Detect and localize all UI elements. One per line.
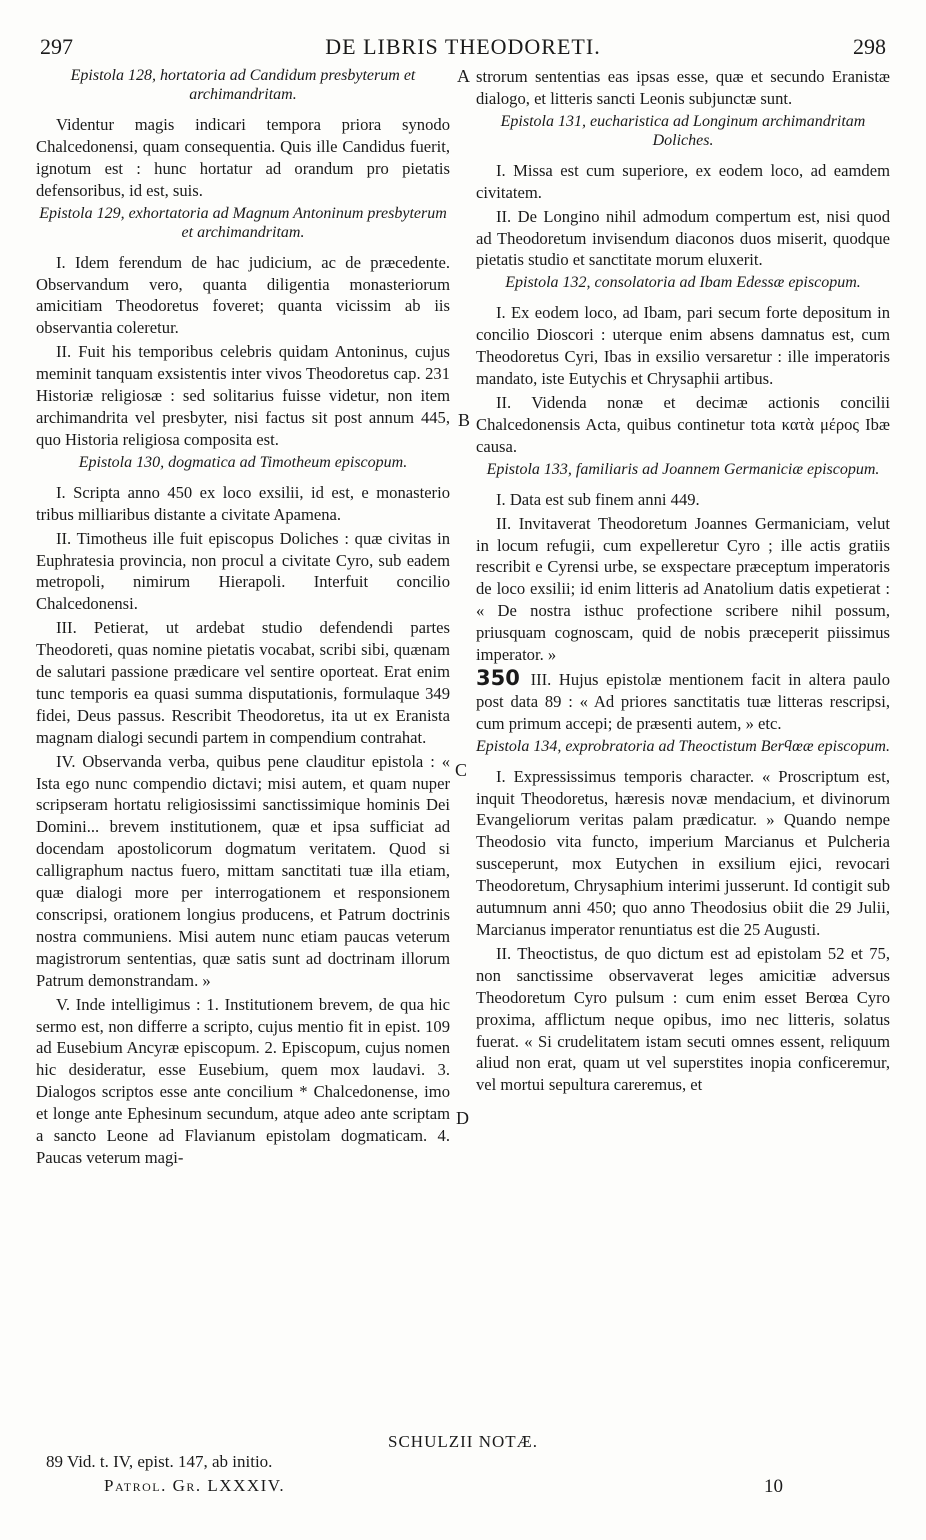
- page-number-left: 297: [40, 34, 73, 59]
- paragraph: II. Invitaverat Theodoretum Joannes Germaniciam, velut in locum refugii, cum expelleretur Cyro ; ille actis gratiis rescribit e Cyrensi urbe, se exspectare præceptum imperatoris de loco exsilii; id enim litteris ad Anatolium datis expetierat : « De nostra isthuc profectione scribere nihil possum, priusquam cognoscam, quid de nobis præceperit piissimus imperator. »: [476, 513, 890, 665]
- paragraph: I. Missa est cum superiore, ex eodem loco, ad eamdem civitatem.: [476, 160, 890, 202]
- paragraph-continuation: strorum sententias eas ipsas esse, quæ et secundo Eranistæ dialogo, et litteris sancti Leonis subjunctæ sunt.: [476, 67, 890, 108]
- epistle-heading: Epistola 134, exprobratoria ad Theoctistum Berϥœæ episcopum.: [476, 737, 890, 755]
- epistle-heading: Epistola 128, hortatoria ad Candidum presbyterum et archimandritam.: [70, 67, 416, 103]
- margin-letter-d: D: [456, 1108, 469, 1128]
- paragraph: [476, 665, 890, 735]
- page-header: [40, 34, 886, 64]
- paragraph: V. Inde intelligimus : 1. Institutionem brevem, de qua hic sermo est, non differre a scripto, cujus mentio fit in epist. 109 ad Eusebium Ancyræ episcopum. 2. Episcopum, cujus nomen hic desideratur, esse Eusebium, quem mox laudavi. 3. Dialogos scriptos esse ante concilium * Chalcedonense, imo et longe ante Ephesinum secundum, atque adeo ante scriptam a sancto Leone ad Flavianum epistolam dogmaticam. 4. Paucas veterum magi-: [36, 994, 450, 1167]
- epistle-heading: Epistola 132, consolatoria ad Ibam Edessæ episcopum.: [505, 274, 861, 292]
- margin-letter-a: A: [457, 66, 470, 86]
- margin-letter-b: B: [458, 410, 471, 430]
- paragraph-text: III. Hujus epistolæ mentionem facit in altera paulo post data 89 : « Ad priores sanctitatis tuæ litteras rescripsi, cum primum accepi; de præsenti autem, » etc.: [476, 669, 890, 733]
- notes-title: SCHULZII NOTÆ.: [388, 1432, 538, 1451]
- margin-letter-c: C: [455, 760, 468, 780]
- paragraph: II. Fuit his temporibus celebris quidam Antoninus, cujus meminit tanquam exsistentis inter vivos Theodoretus cap. 231 Historiæ religiosæ : sed solitarius fuisse videtur, non item archimandrita vel presbyter, nisi factus sit post annum 445, quo Historia religiosa composita est.: [36, 342, 450, 449]
- paragraph: II. De Longino nihil admodum compertum est, nisi quod ad Theodoretum invisendum diaconos duos miserit, quodque pietatis studio et sanctitate morum eluxerit.: [476, 206, 890, 270]
- left-column: [36, 66, 450, 1171]
- patrology-reference: Patrol. Gr. LXXXIV.: [104, 1476, 286, 1495]
- paragraph: II. Theoctistus, de quo dictum est ad epistolam 52 et 75, non sanctissime observaverat leges amicitiæ adversus Theodoretum Cyro pulsum : cum enim esset Berœa Cyro proxima, afflictum neque opibus, imo nec litteris, solatus fuerat. « Si crudelitatem istam secuti omnes essent, reliquum aliud non erat, quam ut vel superstites inopia conficeremur, vel mortui sepultura careremus, et: [476, 943, 890, 1095]
- paragraph: I. Idem ferendum de hac judicium, ac de præcedente. Observandum vero, quanta diligentia monasteriorum amicitiam Theodoretus foveret; quanta vicissim ab iis observantia coleretur.: [36, 252, 450, 338]
- epistle-heading: Epistola 133, familiaris ad Joannem Germaniciæ episcopum.: [486, 460, 880, 478]
- sheet-number: 10: [764, 1476, 783, 1497]
- paragraph: II. Timotheus ille fuit episcopus Doliches : quæ civitas in Euphratesia provincia, non procul a civitate Cyro, sub eadem metropoli, nimirum Hierapoli. Interfuit concilio Chalcedonensi.: [36, 528, 450, 614]
- epistle-heading: Epistola 129, exhortatoria ad Magnum Antoninum presbyterum et archimandritam.: [39, 204, 447, 241]
- page-number-right: 298: [853, 34, 886, 59]
- paragraph: II. Videnda nonæ et decimæ actionis concilii Chalcedonensis Acta, quibus continetur tota κατὰ μέρος Ibæ causa.: [476, 392, 890, 456]
- paragraph: I. Scripta anno 450 ex loco exsilii, id est, e monasterio tribus milliaribus distante a civitate Apamena.: [36, 482, 450, 524]
- paragraph: IV. Observanda verba, quibus pene clauditur epistola : « Ista ego nunc compendio dictavi; misi autem, et quam nuper scripseram hortatu religiosissimi sanctissimique hominis Dei Domini... brevem institutionem, quæ et ipsa sufficiat ad docendam apostolicorum dogmatum veritatem. Quod si calligraphum nactus fuero, mittam sanctitati tuæ illa etiam, quæ dialogi more per interrogationem et responsionem conscripsi, orationem longius producens, et Patrum doctrinis nostra communiens. Misi autem nunc etiam paucas veterum magistrorum sententias, quæ satis sunt ad doctrinam illorum Patrum demonstrandam. »: [36, 751, 450, 990]
- footnote: 89 Vid. t. IV, epist. 147, ab initio.: [46, 1452, 273, 1471]
- paragraph: I. Expressissimus temporis character. « Proscriptum est, inquit Theodoretus, hæresis novæ mendacium, et divinorum Evangeliorum veritas palam prædicatur. » Quando nempe Theodosio vita functo, imperium Marcianus et Pulcheria susceperunt, mox Eutychen in exsilium ejici, revocari Theodoretum, Chrysaphium interimi jusserunt. Id contigit sub autumnum anni 450; quo anno Theodosius obiit die 29 Julii, Marcianus imperator renuntiatus est die 25 Augusti.: [476, 766, 890, 939]
- epistle-heading: Epistola 130, dogmatica ad Timotheum episcopum.: [78, 453, 408, 471]
- paragraph: Videntur magis indicari tempora priora synodo Chalcedonensi, quam consequentia. Quis ille Candidus fuerit, ignotum est : hunc hortatur ad orandum pro pietatis defensoribus, id est, suis.: [36, 115, 450, 200]
- paragraph: I. Data est sub finem anni 449.: [496, 489, 700, 509]
- running-title: DE LIBRIS THEODORETI.: [325, 34, 601, 59]
- right-column: [476, 66, 890, 1098]
- epistle-heading: Epistola 131, eucharistica ad Longinum archimandritam Doliches.: [500, 112, 866, 149]
- paragraph: I. Ex eodem loco, ad Ibam, pari secum forte depositum in concilio Dioscori : uterque enim absens damnatus est, cum Theodoretus Cyri, Ibas in exsilio versaretur : ille imperatoris mandato, iste Eutychis et Chrysaphii artibus.: [476, 303, 890, 389]
- paragraph: III. Petierat, ut ardebat studio defendendi partes Theodoreti, quas nomine pietatis vocabat, scribi sibi, quænam de salutari passione prædicare vel sentire oporteat. Erat enim tunc temporis ea quasi summa disputationis, formulaque 349 fidei, Deus passus. Rescribit Theodoretus, ita ut ex Eranista magnam dialogi secundi partem in compendium contrahat.: [36, 618, 450, 747]
- page-marker-number: 350: [476, 665, 531, 690]
